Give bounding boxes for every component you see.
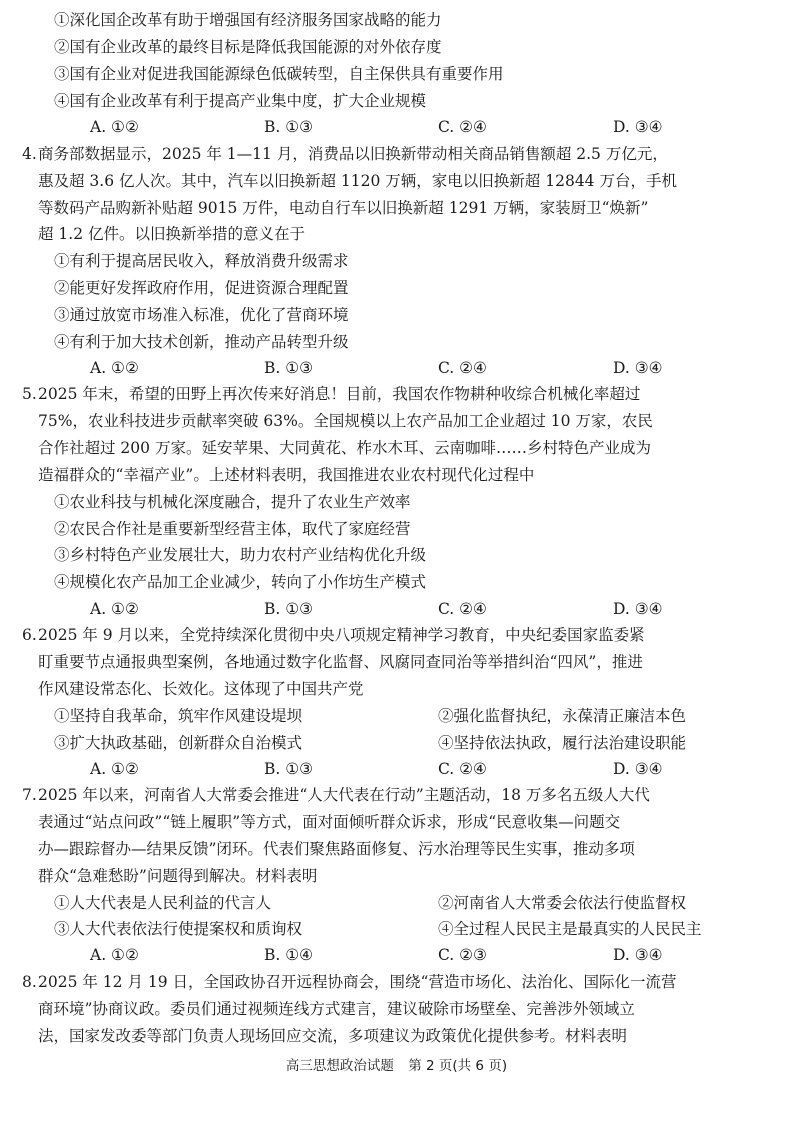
q3-option-4: ④国有企业改革有利于提高产业集中度，扩大企业规模 bbox=[54, 92, 427, 110]
q4-line-3: 等数码产品购新补贴超 9015 万件，电动自行车以旧换新超 1291 万辆，家装厨卫“焕新” bbox=[38, 199, 649, 217]
q4-option-1: ①有利于提高居民收入，释放消费升级需求 bbox=[54, 252, 349, 270]
answer-d: D. ③④ bbox=[613, 118, 663, 136]
page-number: 第 2 页(共 6 页) bbox=[408, 1058, 508, 1074]
answer-a: A. ①② bbox=[90, 118, 139, 136]
q5-number: 5. bbox=[22, 385, 37, 403]
q3-option-1: ①深化国企改革有助于增强国有经济服务国家战略的能力 bbox=[54, 11, 442, 29]
answer-d: D. ③④ bbox=[613, 600, 663, 618]
q6-line-1: 2025 年 9 月以来，全党持续深化贯彻中央八项规定精神学习教育，中央纪委国家监委紧 bbox=[38, 626, 645, 644]
q7-line-2: 表通过“站点问政”“链上履职”等方式，面对面倾听群众诉求，形成“民意收集—问题交 bbox=[38, 813, 621, 831]
answer-b: B. ①③ bbox=[264, 600, 314, 618]
q4-answers bbox=[0, 355, 793, 381]
q6-option-3: ③扩大执政基础，创新群众自治模式 bbox=[54, 734, 303, 752]
q7-answers bbox=[0, 942, 793, 968]
q6-number: 6. bbox=[22, 626, 37, 644]
answer-b: B. ①③ bbox=[264, 118, 314, 136]
answer-d: D. ③④ bbox=[613, 359, 663, 377]
q8-line-2: 商环境”协商议政。委员们通过视频连线方式建言，建议破除市场壁垒、完善涉外领域立 bbox=[38, 1000, 635, 1018]
q8-number: 8. bbox=[22, 973, 37, 991]
q4-line-4: 超 1.2 亿件。以旧换新举措的意义在于 bbox=[38, 225, 306, 243]
answer-c: C. ②④ bbox=[438, 359, 487, 377]
q5-answers bbox=[0, 596, 793, 622]
q7-number: 7. bbox=[22, 786, 37, 804]
q5-option-4: ④规模化农产品加工企业减少，转向了小作坊生产模式 bbox=[54, 573, 427, 591]
q6-line-3: 作风建设常态化、长效化。这体现了中国共产党 bbox=[38, 680, 364, 698]
q6-options-row-2 bbox=[0, 730, 793, 756]
q7-option-1: ①人大代表是人民利益的代言人 bbox=[54, 894, 272, 912]
q6-option-2: ②强化监督执纪，永葆清正廉洁本色 bbox=[438, 707, 687, 725]
q7-line-3: 办—跟踪督办—结果反馈”闭环。代表们聚焦路面修复、污水治理等民生实事，推动多项 bbox=[38, 840, 635, 858]
exam-name: 高三思想政治试题 bbox=[285, 1058, 394, 1074]
q7-line-1: 2025 年以来，河南省人大常委会推进“人大代表在行动”主题活动，18 万多名五级人大代 bbox=[38, 786, 650, 804]
q6-option-4: ④坚持依法执政，履行法治建设职能 bbox=[438, 734, 687, 752]
answer-d: D. ③④ bbox=[613, 946, 663, 964]
q7-options-row-1 bbox=[0, 890, 793, 916]
q8-line-3: 法，国家发改委等部门负责人现场回应交流，多项建议为政策优化提供参考。材料表明 bbox=[38, 1027, 628, 1045]
q5-line-2: 75%，农业科技进步贡献率突破 63%。全国规模以上农产品加工企业超过 10 万家，农民 bbox=[38, 412, 653, 430]
page-footer bbox=[0, 1056, 793, 1076]
q5-line-1: 2025 年末，希望的田野上再次传来好消息！目前，我国农作物耕种收综合机械化率超过 bbox=[38, 385, 641, 403]
q7-options-row-2 bbox=[0, 916, 793, 942]
q5-option-3: ③乡村特色产业发展壮大，助力农村产业结构优化升级 bbox=[54, 546, 427, 564]
q3-option-3: ③国有企业对促进我国能源绿色低碳转型，自主保供具有重要作用 bbox=[54, 65, 504, 83]
q5-option-1: ①农业科技与机械化深度融合，提升了农业生产效率 bbox=[54, 493, 411, 511]
answer-a: A. ①② bbox=[90, 600, 139, 618]
answer-c: C. ②④ bbox=[438, 600, 487, 618]
answer-d: D. ③④ bbox=[613, 760, 663, 778]
q7-option-2: ②河南省人大常委会依法行使监督权 bbox=[438, 894, 687, 912]
q6-line-2: 盯重要节点通报典型案例，各地通过数字化监督、风腐同查同治等举措纠治“四风”，推进 bbox=[38, 653, 643, 671]
q4-option-2: ②能更好发挥政府作用，促进资源合理配置 bbox=[54, 279, 349, 297]
answer-c: C. ②④ bbox=[438, 118, 487, 136]
answer-a: A. ①② bbox=[90, 946, 139, 964]
answer-b: B. ①③ bbox=[264, 359, 314, 377]
q7-option-3: ③人大代表依法行使提案权和质询权 bbox=[54, 920, 303, 938]
q5-line-3: 合作社超过 200 万家。延安苹果、大同黄花、柞水木耳、云南咖啡……乡村特色产业成为 bbox=[38, 439, 651, 457]
q4-line-2: 惠及超 3.6 亿人次。其中，汽车以旧换新超 1120 万辆，家电以旧换新超 12844 万台，手机 bbox=[38, 172, 677, 190]
answer-a: A. ①② bbox=[90, 359, 139, 377]
q7-option-4: ④全过程人民民主是最真实的人民民主 bbox=[438, 920, 702, 938]
answer-a: A. ①② bbox=[90, 760, 139, 778]
q4-number: 4. bbox=[22, 145, 37, 163]
q4-option-4: ④有利于加大技术创新，推动产品转型升级 bbox=[54, 333, 349, 351]
q6-option-1: ①坚持自我革命，筑牢作风建设堤坝 bbox=[54, 707, 303, 725]
q3-answers bbox=[0, 114, 793, 140]
q5-option-2: ②农民合作社是重要新型经营主体，取代了家庭经营 bbox=[54, 520, 411, 538]
q6-answers bbox=[0, 756, 793, 782]
q8-line-1: 2025 年 12 月 19 日，全国政协召开远程协商会，围绕“营造市场化、法治化、国际化一流营 bbox=[38, 973, 677, 991]
answer-c: C. ②④ bbox=[438, 760, 487, 778]
answer-b: B. ①④ bbox=[264, 946, 314, 964]
q3-option-2: ②国有企业改革的最终目标是降低我国能源的对外依存度 bbox=[54, 38, 442, 56]
answer-c: C. ②③ bbox=[438, 946, 487, 964]
q7-line-4: 群众“急难愁盼”问题得到解决。材料表明 bbox=[38, 867, 318, 885]
q4-option-3: ③通过放宽市场准入标准，优化了营商环境 bbox=[54, 306, 349, 324]
q4-line-1: 商务部数据显示，2025 年 1—11 月，消费品以旧换新带动相关商品销售额超 2.5 万亿元， bbox=[38, 145, 668, 163]
q6-options-row-1 bbox=[0, 703, 793, 729]
q5-line-4: 造福群众的“幸福产业”。上述材料表明，我国推进农业农村现代化过程中 bbox=[38, 466, 535, 484]
answer-b: B. ①③ bbox=[264, 760, 314, 778]
